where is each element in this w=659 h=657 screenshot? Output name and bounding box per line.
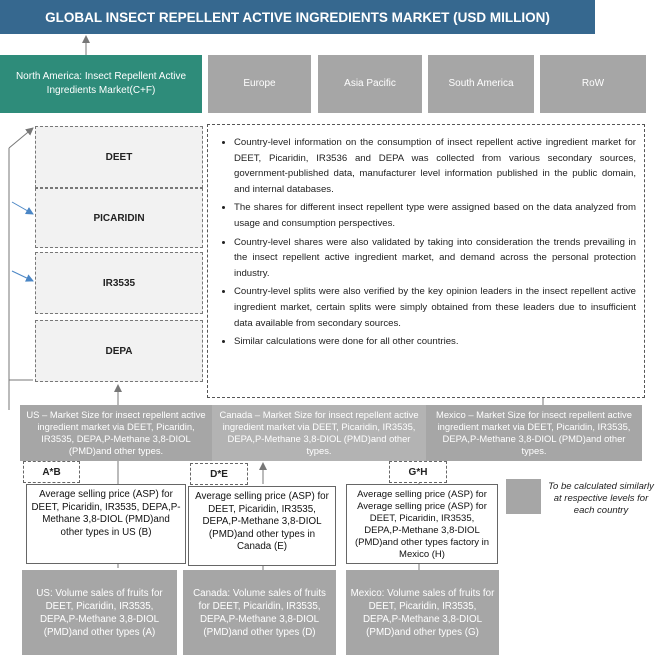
- canada-asp: Average selling price (ASP) for DEET, Picaridin, IR3535, DEPA,P-Methane 3,8-DIOL (PMD)and other types in Canada (E): [188, 486, 336, 566]
- note-item: • The shares for different insect repellent type were assigned based on the data analyzed from usage and consumption perspectives.: [234, 200, 636, 231]
- arrow-to-picaridin: [12, 202, 33, 214]
- mexico-market-size: Mexico – Market Size for insect repellent active ingredient market via DEET, Picaridin, IR3535, DEPA,P-Methane 3,8-DIOL (PMD)and other types.: [426, 405, 642, 461]
- main-title: GLOBAL INSECT REPELLENT ACTIVE INGREDIENTS MARKET (USD MILLION): [0, 0, 595, 34]
- legend-swatch: [506, 479, 541, 514]
- canada-market-size: Canada – Market Size for insect repellent active ingredient market via DEET, Picaridin, IR3535, DEPA,P-Methane 3,8-DIOL (PMD)and other types.: [212, 405, 426, 461]
- us-market-size: US – Market Size for insect repellent active ingredient market via DEET, Picaridin, IR3535, DEPA,P-Methane 3,8-DIOL (PMD)and other types.: [20, 405, 212, 461]
- region-row: RoW: [540, 55, 646, 113]
- type-deet: DEET: [35, 126, 203, 188]
- canada-formula: D*E: [190, 463, 248, 485]
- us-asp: Average selling price (ASP) for DEET, Picaridin, IR3535, DEPA,P-Methane 3,8-DIOL (PMD)and other types in US (B): [26, 484, 186, 564]
- mexico-formula: G*H: [389, 461, 447, 483]
- type-picaridin: PICARIDIN: [35, 188, 203, 248]
- canada-volume: Canada: Volume sales of fruits for DEET, Picaridin, IR3535, DEPA,P-Methane 3,8-DIOL (PMD)and other types (D): [183, 570, 336, 655]
- type-depa: DEPA: [35, 320, 203, 382]
- us-formula: A*B: [23, 461, 80, 483]
- mexico-asp: Average selling price (ASP) for Average selling price (ASP) for DEET, Picaridin, IR3535, DEPA,P-Methane 3,8-DIOL (PMD)and other types factory in Mexico (H): [346, 484, 498, 564]
- note-item: • Country-level splits were also verified by the key opinion leaders in the insect repellent active ingredient market, certain splits were simply obtained from these leaders due to insufficient data available from secondary sources.: [234, 284, 636, 331]
- methodology-notes: [207, 124, 645, 398]
- mexico-volume: Mexico: Volume sales of fruits for DEET, Picaridin, IR3535, DEPA,P-Methane 3,8-DIOL (PMD)and other types (G): [346, 570, 499, 655]
- us-volume: US: Volume sales of fruits for DEET, Picaridin, IR3535, DEPA,P-Methane 3,8-DIOL (PMD)and other types (A): [22, 570, 177, 655]
- region-south-america: South America: [428, 55, 534, 113]
- region-north-america: North America: Insect Repellent Active Ingredients Market(C+F): [0, 55, 202, 113]
- type-ir3535: IR3535: [35, 252, 203, 314]
- region-europe: Europe: [208, 55, 311, 113]
- arrow-to-ir3535: [12, 271, 33, 281]
- legend-text: To be calculated similarly at respective levels for each country: [548, 481, 654, 516]
- note-item: • Similar calculations were done for all other countries.: [234, 334, 636, 350]
- note-item: • Country-level information on the consumption of insect repellent active ingredient market for DEET, Picaridin, IR3536 and DEPA was collected from various secondary sources, government-published data, manufacturer level information published in the public domain, and internal databases.: [234, 135, 636, 197]
- region-asia-pacific: Asia Pacific: [318, 55, 422, 113]
- note-item: • Country-level shares were also validated by taking into consideration the trends prevailing in the insect repellent active ingredient market, and demand across the personal protection industry.: [234, 235, 636, 282]
